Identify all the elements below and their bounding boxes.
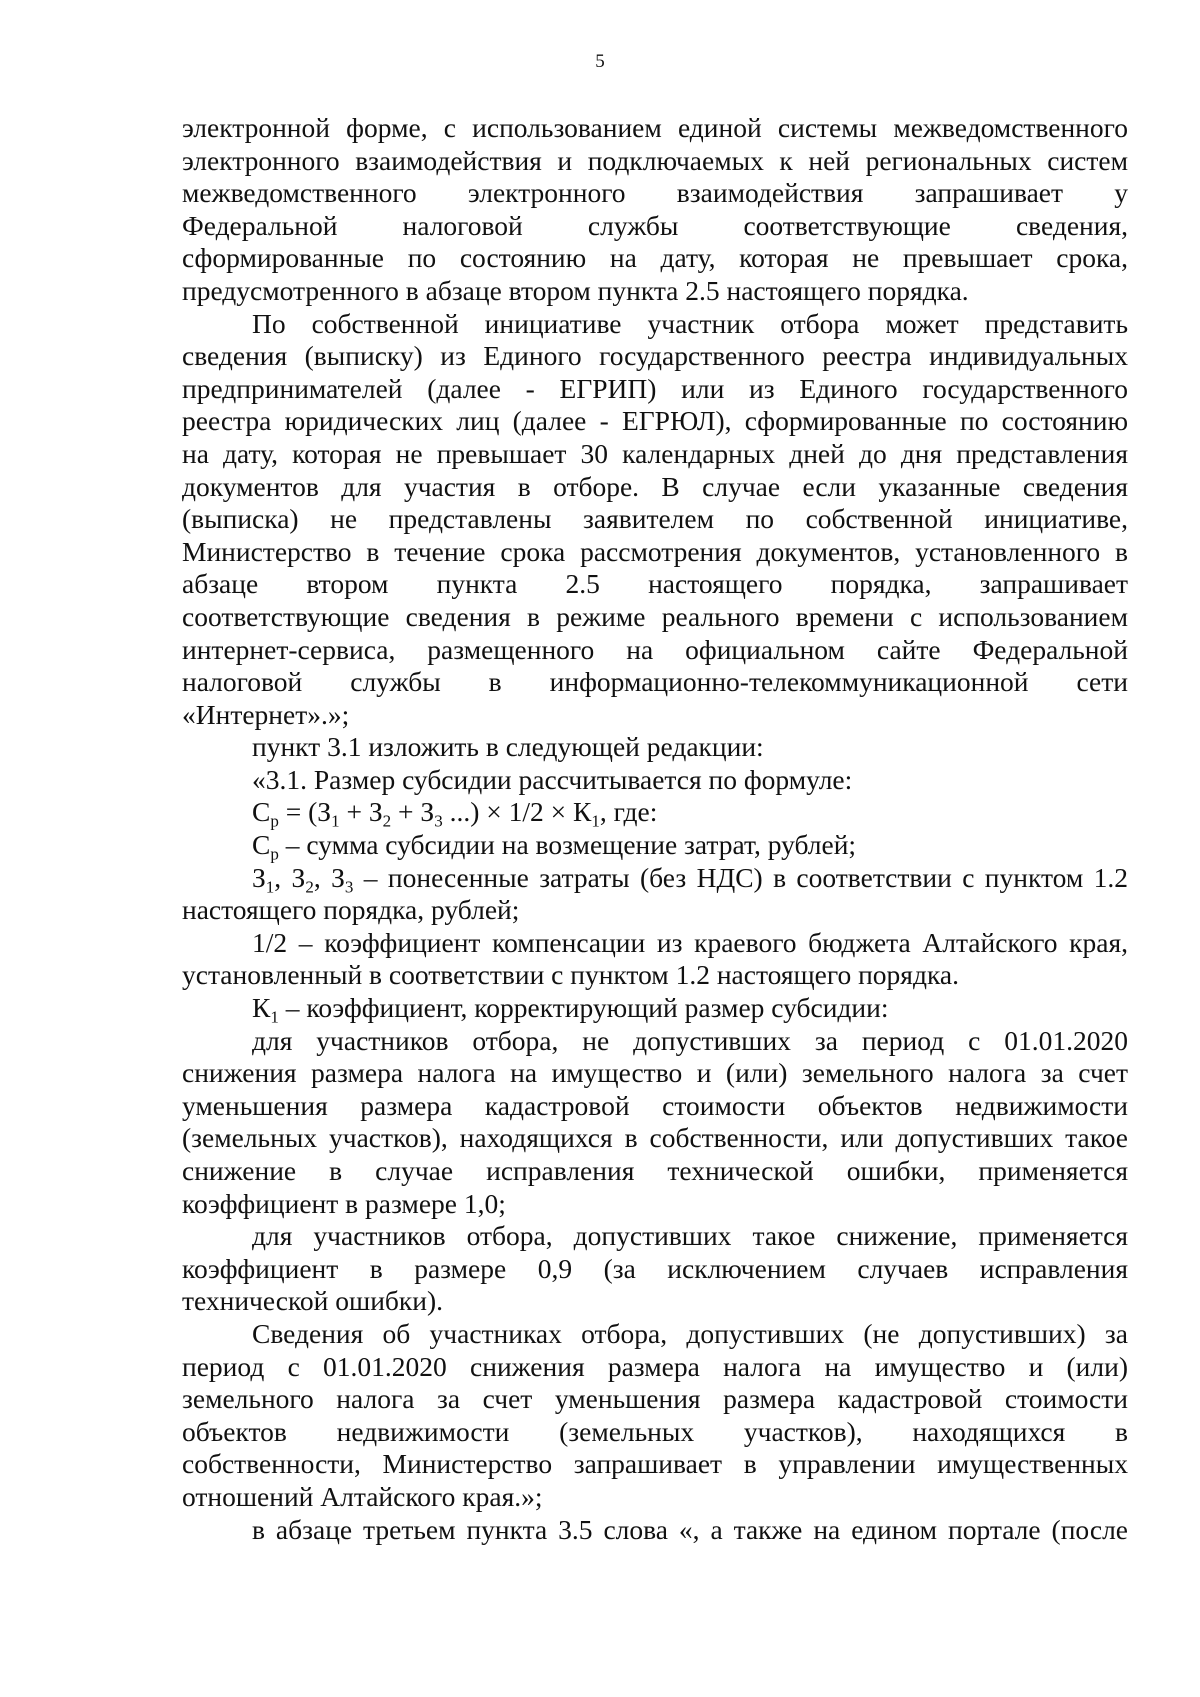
text-line: пункт 3.1 изложить в следующей редакции: xyxy=(252,731,764,763)
text-line: коэффициент в размере 1,0; xyxy=(182,1187,506,1219)
text-line: Федеральной налоговой службы соответствующие сведения, xyxy=(182,209,1128,241)
text-line: снижения размера налога на имущество и (или) земельного налога за счет xyxy=(182,1057,1128,1089)
text-line: период с 01.01.2020 снижения размера налога на имущество и (или) xyxy=(182,1350,1128,1382)
text-line: «3.1. Размер субсидии рассчитывается по формуле: xyxy=(252,763,853,795)
text-line: технической ошибки). xyxy=(182,1285,444,1317)
text-line: электронной форме, с использованием единой системы межведомственного xyxy=(182,112,1128,143)
text-line: для участников отбора, не допустивших за период с 01.01.2020 xyxy=(252,1024,1128,1056)
text-line: сведения (выписку) из Единого государственного реестра индивидуальных xyxy=(182,340,1128,372)
document-body xyxy=(182,112,1128,1546)
text-line: предпринимателей (далее - ЕГРИП) или из Единого государственного xyxy=(182,372,1128,404)
text-line: Министерство в течение срока рассмотрения документов, установленного в xyxy=(182,535,1128,567)
text-line: уменьшения размера кадастровой стоимости объектов недвижимости xyxy=(182,1089,1128,1121)
text-line: отношений Алтайского края.»; xyxy=(182,1480,543,1512)
formula-definition-line: $C_р$ – сумма субсидии на возмещение затрат, рублей; xyxy=(252,829,857,864)
text-line: предусмотренного в абзаце втором пункта 2.5 настоящего порядка. xyxy=(182,274,969,306)
page-number: 5 xyxy=(595,51,605,72)
text-line: 1/2 – коэффициент компенсации из краевого бюджета Алтайского края, xyxy=(252,926,1128,958)
text-line: для участников отбора, допустивших такое снижение, применяется xyxy=(252,1220,1128,1252)
text-line: (выписка) не представлены заявителем по собственной инициативе, xyxy=(182,503,1128,535)
text-line: в абзаце третьем пункта 3.5 слова «, а также на едином портале (после xyxy=(252,1513,1128,1545)
text-line: сформированные по состоянию на дату, которая не превышает срока, xyxy=(182,242,1128,274)
text-line: собственности, Министерство запрашивает в управлении имущественных xyxy=(182,1448,1128,1480)
text-line: объектов недвижимости (земельных участков), находящихся в xyxy=(182,1415,1128,1447)
text-line: «Интернет».»; xyxy=(182,698,350,730)
text-line: реестра юридических лиц (далее - ЕГРЮЛ), сформированные по состоянию xyxy=(182,405,1128,437)
text-line: (земельных участков), находящихся в собственности, или допустивших такое xyxy=(182,1122,1128,1154)
text-line: интернет-сервиса, размещенного на официальном сайте Федеральной xyxy=(182,633,1128,665)
formula-line: $C_р = (З_1 + З_2 + З_3$ ...) × $1/2 \times К_1$, где: xyxy=(252,796,658,831)
text-line: коэффициент в размере 0,9 (за исключением случаев исправления xyxy=(182,1252,1128,1284)
formula-definition-line: $З_1$, $З_2$, $З_3$ – понесенные затраты (без НДС) в соответствии с пунктом 1.2 xyxy=(252,861,1128,897)
text-line: межведомственного электронного взаимодействия запрашивает у xyxy=(182,177,1128,209)
formula-definition-line: $К_1$ – коэффициент, корректирующий размер субсидии: xyxy=(252,992,889,1027)
text-line: земельного налога за счет уменьшения размера кадастровой стоимости xyxy=(182,1383,1128,1415)
text-line: налоговой службы в информационно-телекоммуникационной сети xyxy=(182,666,1128,698)
text-line: настоящего порядка, рублей; xyxy=(182,894,520,926)
text-line: электронного взаимодействия и подключаемых к ней региональных систем xyxy=(182,144,1128,176)
text-line: документов для участия в отборе. В случае если указанные сведения xyxy=(182,470,1128,502)
text-line: на дату, которая не превышает 30 календарных дней до дня представления xyxy=(182,437,1128,469)
text-line: Сведения об участниках отбора, допустивших (не допустивших) за xyxy=(252,1317,1128,1349)
text-line: соответствующие сведения в режиме реального времени с использованием xyxy=(182,600,1128,632)
text-line: По собственной инициативе участник отбора может представить xyxy=(252,307,1128,339)
text-line: снижение в случае исправления технической ошибки, применяется xyxy=(182,1155,1128,1186)
text-line: установленный в соответствии с пунктом 1.2 настоящего порядка. xyxy=(182,959,959,991)
text-line: абзаце втором пункта 2.5 настоящего порядка, запрашивает xyxy=(182,568,1128,600)
